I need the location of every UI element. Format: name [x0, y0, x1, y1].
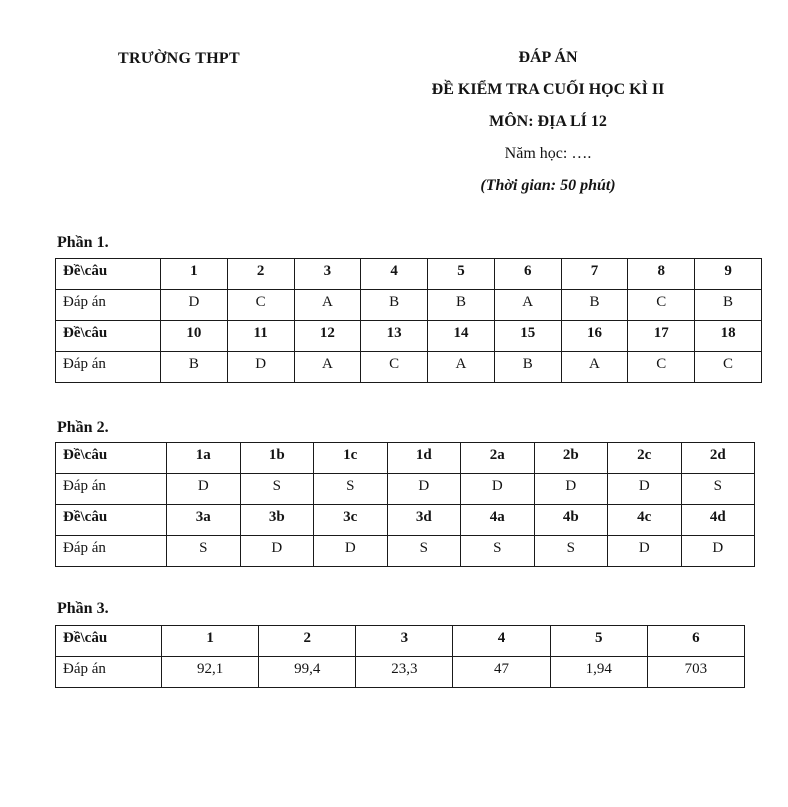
answer-cell: S	[681, 474, 755, 505]
answer-cell: D	[167, 474, 241, 505]
row-label: Đáp án	[56, 290, 161, 321]
question-number-cell: 6	[494, 259, 561, 290]
question-number-cell: 11	[227, 321, 294, 352]
answer-cell: D	[534, 474, 608, 505]
question-number-cell: 3a	[167, 505, 241, 536]
answer-cell: C	[361, 352, 428, 383]
answer-cell: 99,4	[259, 657, 356, 688]
question-number-cell: 13	[361, 321, 428, 352]
duration-line: (Thời gian: 50 phút)	[480, 177, 616, 194]
answer-row	[56, 657, 745, 688]
answer-table-part-3	[55, 625, 745, 688]
answer-cell: A	[561, 352, 628, 383]
answer-cell: 47	[453, 657, 550, 688]
answer-cell: A	[294, 290, 361, 321]
question-number-cell: 2	[259, 626, 356, 657]
question-number-cell: 4a	[461, 505, 535, 536]
question-number-cell: 10	[161, 321, 228, 352]
question-number-cell: 1b	[240, 443, 314, 474]
section-heading-part-1: Phần 1.	[57, 234, 109, 251]
answer-cell: B	[494, 352, 561, 383]
question-number-row	[56, 505, 755, 536]
answer-row	[56, 352, 762, 383]
exam-title: ĐỀ KIỂM TRA CUỐI HỌC KÌ II	[431, 81, 665, 98]
answer-row	[56, 536, 755, 567]
question-number-cell: 18	[695, 321, 762, 352]
question-number-cell: 6	[647, 626, 744, 657]
answer-cell: D	[227, 352, 294, 383]
question-number-row	[56, 443, 755, 474]
row-label: Đề\câu	[56, 626, 162, 657]
question-number-cell: 12	[294, 321, 361, 352]
question-number-cell: 2c	[608, 443, 682, 474]
question-number-cell: 3b	[240, 505, 314, 536]
answer-cell: C	[628, 352, 695, 383]
question-number-cell: 1	[162, 626, 259, 657]
question-number-cell: 4b	[534, 505, 608, 536]
answer-cell: B	[561, 290, 628, 321]
answer-cell: D	[240, 536, 314, 567]
question-number-cell: 15	[494, 321, 561, 352]
answer-cell: D	[681, 536, 755, 567]
answer-cell: 92,1	[162, 657, 259, 688]
question-number-cell: 2d	[681, 443, 755, 474]
answer-cell: 1,94	[550, 657, 647, 688]
question-number-cell: 1a	[167, 443, 241, 474]
answer-cell: S	[240, 474, 314, 505]
answer-cell: D	[461, 474, 535, 505]
answer-cell: B	[695, 290, 762, 321]
question-number-cell: 7	[561, 259, 628, 290]
school-name: TRƯỜNG THPT	[118, 50, 240, 67]
answer-key-title: ĐÁP ÁN	[518, 49, 578, 66]
question-number-cell: 5	[428, 259, 495, 290]
question-number-cell: 1d	[387, 443, 461, 474]
question-number-cell: 1	[161, 259, 228, 290]
answer-cell: C	[695, 352, 762, 383]
row-label: Đề\câu	[56, 443, 167, 474]
question-number-row	[56, 626, 745, 657]
answer-cell: S	[461, 536, 535, 567]
row-label: Đáp án	[56, 474, 167, 505]
answer-cell: D	[608, 474, 682, 505]
section-heading-part-3: Phần 3.	[57, 600, 109, 617]
answer-cell: A	[494, 290, 561, 321]
question-number-cell: 4	[453, 626, 550, 657]
answer-cell: D	[387, 474, 461, 505]
answer-cell: A	[294, 352, 361, 383]
answer-cell: D	[161, 290, 228, 321]
answer-cell: B	[361, 290, 428, 321]
answer-cell: D	[314, 536, 388, 567]
question-number-cell: 4d	[681, 505, 755, 536]
question-number-row	[56, 259, 762, 290]
answer-cell: B	[428, 290, 495, 321]
answer-cell: 23,3	[356, 657, 453, 688]
question-number-cell: 3c	[314, 505, 388, 536]
row-label: Đáp án	[56, 352, 161, 383]
answer-row	[56, 474, 755, 505]
answer-cell: 703	[647, 657, 744, 688]
question-number-cell: 14	[428, 321, 495, 352]
title-block	[348, 49, 748, 195]
subject-line: MÔN: ĐỊA LÍ 12	[489, 113, 607, 130]
answer-cell: D	[608, 536, 682, 567]
answer-cell: S	[534, 536, 608, 567]
row-label: Đề\câu	[56, 259, 161, 290]
question-number-cell: 1c	[314, 443, 388, 474]
row-label: Đáp án	[56, 657, 162, 688]
answer-cell: C	[227, 290, 294, 321]
question-number-cell: 2a	[461, 443, 535, 474]
answer-table-part-1	[55, 258, 762, 383]
question-number-cell: 4c	[608, 505, 682, 536]
question-number-cell: 17	[628, 321, 695, 352]
question-number-cell: 2b	[534, 443, 608, 474]
question-number-cell: 16	[561, 321, 628, 352]
question-number-row	[56, 321, 762, 352]
answer-table-part-2	[55, 442, 755, 567]
question-number-cell: 4	[361, 259, 428, 290]
answer-cell: S	[314, 474, 388, 505]
question-number-cell: 9	[695, 259, 762, 290]
answer-cell: C	[628, 290, 695, 321]
question-number-cell: 3d	[387, 505, 461, 536]
question-number-cell: 8	[628, 259, 695, 290]
question-number-cell: 3	[356, 626, 453, 657]
school-year-line: Năm học: ….	[504, 145, 592, 162]
answer-cell: S	[167, 536, 241, 567]
question-number-cell: 2	[227, 259, 294, 290]
answer-cell: A	[428, 352, 495, 383]
row-label: Đề\câu	[56, 505, 167, 536]
row-label: Đề\câu	[56, 321, 161, 352]
question-number-cell: 3	[294, 259, 361, 290]
answer-cell: S	[387, 536, 461, 567]
answer-cell: B	[161, 352, 228, 383]
section-heading-part-2: Phần 2.	[57, 419, 109, 436]
answer-row	[56, 290, 762, 321]
question-number-cell: 5	[550, 626, 647, 657]
row-label: Đáp án	[56, 536, 167, 567]
